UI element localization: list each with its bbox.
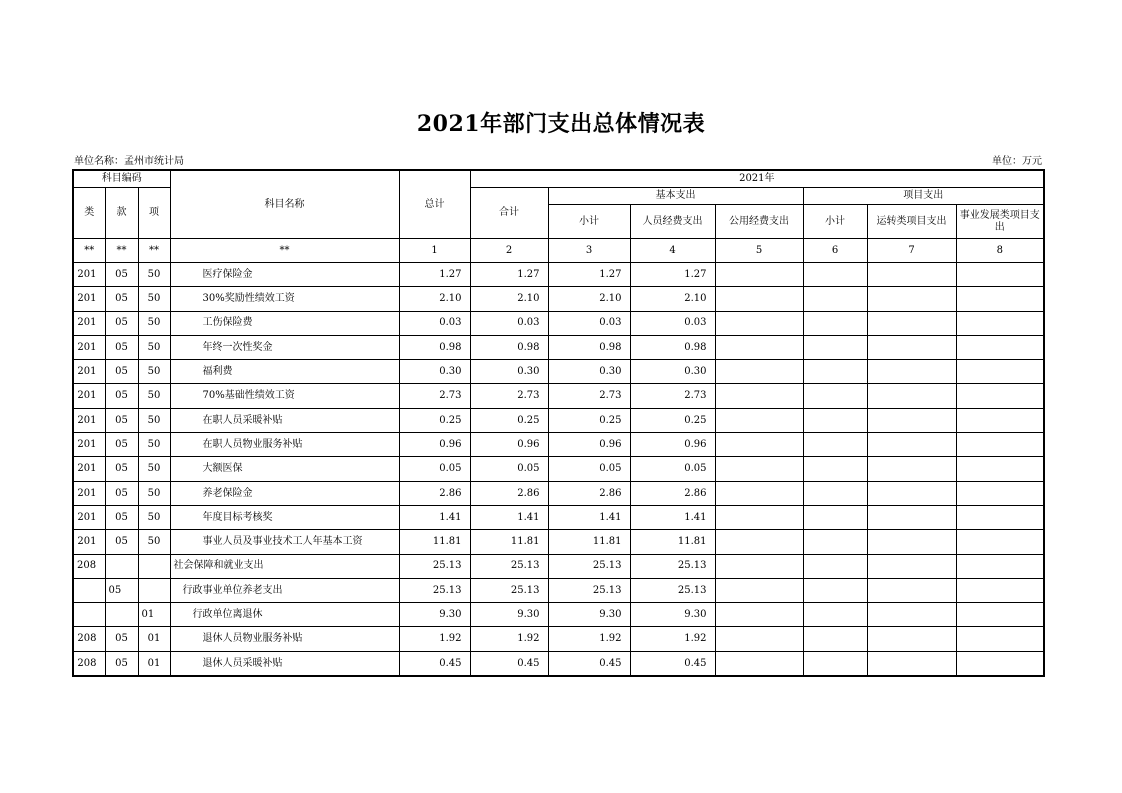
cell-development <box>956 481 1044 505</box>
cell-operation <box>867 287 956 311</box>
cell-operation <box>867 384 956 408</box>
cell-kuan <box>105 603 138 627</box>
cell-xiang: 01 <box>138 603 170 627</box>
cell-subject-name: 退休人员采暖补贴 <box>170 651 399 676</box>
cell-heji: 0.25 <box>470 408 548 432</box>
cell-project-subtotal <box>803 263 867 287</box>
cell-project-subtotal <box>803 505 867 529</box>
cell-public <box>715 287 803 311</box>
cell-project-subtotal <box>803 651 867 676</box>
cell-heji: 9.30 <box>470 603 548 627</box>
cell-total: 0.05 <box>399 457 470 481</box>
cell-basic-subtotal: 0.45 <box>548 651 630 676</box>
cell-development <box>956 627 1044 651</box>
cell-heji: 11.81 <box>470 530 548 554</box>
cell-total: 25.13 <box>399 578 470 602</box>
cell-personnel: 2.86 <box>630 481 715 505</box>
cell-public <box>715 651 803 676</box>
cell-kuan: 05 <box>105 530 138 554</box>
cell-development <box>956 530 1044 554</box>
header-operation: 运转类项目支出 <box>867 205 956 239</box>
cell-development <box>956 263 1044 287</box>
cell-basic-subtotal: 25.13 <box>548 578 630 602</box>
cell-public <box>715 335 803 359</box>
cell-heji: 2.73 <box>470 384 548 408</box>
index-cell: 1 <box>399 239 470 263</box>
cell-xiang: 50 <box>138 457 170 481</box>
cell-basic-subtotal: 2.10 <box>548 287 630 311</box>
index-cell: 2 <box>470 239 548 263</box>
cell-public <box>715 481 803 505</box>
cell-personnel: 0.03 <box>630 311 715 335</box>
cell-subject-name: 70%基础性绩效工资 <box>170 384 399 408</box>
cell-heji: 0.96 <box>470 433 548 457</box>
cell-subject-name: 事业人员及事业技术工人年基本工资 <box>170 530 399 554</box>
cell-total: 0.03 <box>399 311 470 335</box>
cell-public <box>715 627 803 651</box>
cell-public <box>715 408 803 432</box>
cell-lei: 201 <box>73 457 105 481</box>
unit-currency: 单位：万元 <box>992 156 1042 167</box>
cell-basic-subtotal: 0.30 <box>548 360 630 384</box>
header-development: 事业发展类项目支出 <box>956 205 1044 239</box>
cell-project-subtotal <box>803 578 867 602</box>
cell-public <box>715 457 803 481</box>
cell-operation <box>867 505 956 529</box>
cell-personnel: 1.27 <box>630 263 715 287</box>
header-project: 项目支出 <box>803 188 1044 205</box>
index-cell: 3 <box>548 239 630 263</box>
cell-kuan: 05 <box>105 360 138 384</box>
cell-total: 11.81 <box>399 530 470 554</box>
cell-subject-name: 工伤保险费 <box>170 311 399 335</box>
index-row <box>73 239 1044 263</box>
cell-personnel: 0.45 <box>630 651 715 676</box>
cell-xiang: 50 <box>138 263 170 287</box>
cell-public <box>715 505 803 529</box>
cell-development <box>956 554 1044 578</box>
cell-total: 9.30 <box>399 603 470 627</box>
cell-personnel: 1.41 <box>630 505 715 529</box>
header-subject-name: 科目名称 <box>170 170 399 239</box>
cell-xiang: 50 <box>138 360 170 384</box>
header-subject-code: 科目编码 <box>73 170 170 188</box>
cell-development <box>956 408 1044 432</box>
table-row <box>73 263 1044 287</box>
cell-project-subtotal <box>803 408 867 432</box>
index-cell: 6 <box>803 239 867 263</box>
table-row <box>73 554 1044 578</box>
cell-lei: 201 <box>73 335 105 359</box>
table-row <box>73 627 1044 651</box>
cell-heji: 25.13 <box>470 554 548 578</box>
cell-development <box>956 287 1044 311</box>
cell-lei: 201 <box>73 263 105 287</box>
cell-lei: 201 <box>73 481 105 505</box>
cell-kuan: 05 <box>105 433 138 457</box>
cell-basic-subtotal: 11.81 <box>548 530 630 554</box>
index-cell: ** <box>170 239 399 263</box>
header-row-1 <box>73 170 1044 188</box>
cell-subject-name: 大额医保 <box>170 457 399 481</box>
cell-subject-name: 年终一次性奖金 <box>170 335 399 359</box>
cell-subject-name: 医疗保险金 <box>170 263 399 287</box>
cell-kuan: 05 <box>105 627 138 651</box>
cell-heji: 25.13 <box>470 578 548 602</box>
cell-heji: 0.30 <box>470 360 548 384</box>
cell-project-subtotal <box>803 335 867 359</box>
cell-operation <box>867 627 956 651</box>
cell-basic-subtotal: 25.13 <box>548 554 630 578</box>
cell-public <box>715 578 803 602</box>
index-cell: 5 <box>715 239 803 263</box>
cell-personnel: 0.98 <box>630 335 715 359</box>
cell-heji: 2.86 <box>470 481 548 505</box>
cell-personnel: 2.10 <box>630 287 715 311</box>
cell-project-subtotal <box>803 287 867 311</box>
cell-total: 1.27 <box>399 263 470 287</box>
cell-basic-subtotal: 1.41 <box>548 505 630 529</box>
cell-operation <box>867 603 956 627</box>
cell-basic-subtotal: 0.25 <box>548 408 630 432</box>
cell-lei: 201 <box>73 433 105 457</box>
cell-operation <box>867 433 956 457</box>
cell-subject-name: 社会保障和就业支出 <box>170 554 399 578</box>
cell-project-subtotal <box>803 530 867 554</box>
header-project-subtotal: 小计 <box>803 205 867 239</box>
cell-personnel: 0.05 <box>630 457 715 481</box>
cell-lei: 201 <box>73 530 105 554</box>
cell-total: 25.13 <box>399 554 470 578</box>
cell-kuan: 05 <box>105 481 138 505</box>
cell-kuan: 05 <box>105 408 138 432</box>
cell-lei: 208 <box>73 651 105 676</box>
cell-personnel: 11.81 <box>630 530 715 554</box>
cell-heji: 0.45 <box>470 651 548 676</box>
cell-basic-subtotal: 0.05 <box>548 457 630 481</box>
cell-project-subtotal <box>803 627 867 651</box>
cell-xiang: 50 <box>138 530 170 554</box>
cell-heji: 0.98 <box>470 335 548 359</box>
table-row <box>73 481 1044 505</box>
cell-subject-name: 在职人员采暖补贴 <box>170 408 399 432</box>
cell-public <box>715 311 803 335</box>
cell-heji: 0.05 <box>470 457 548 481</box>
cell-basic-subtotal: 0.96 <box>548 433 630 457</box>
cell-xiang: 50 <box>138 335 170 359</box>
cell-subject-name: 福利费 <box>170 360 399 384</box>
cell-kuan: 05 <box>105 335 138 359</box>
unit-name: 单位名称：孟州市统计局 <box>74 156 184 167</box>
cell-total: 0.45 <box>399 651 470 676</box>
cell-lei: 201 <box>73 360 105 384</box>
cell-operation <box>867 408 956 432</box>
cell-xiang: 50 <box>138 505 170 529</box>
cell-subject-name: 行政单位离退休 <box>170 603 399 627</box>
cell-kuan: 05 <box>105 651 138 676</box>
table-row <box>73 578 1044 602</box>
cell-total: 2.86 <box>399 481 470 505</box>
table-row <box>73 408 1044 432</box>
cell-total: 0.30 <box>399 360 470 384</box>
cell-development <box>956 360 1044 384</box>
cell-xiang: 50 <box>138 311 170 335</box>
cell-basic-subtotal: 0.98 <box>548 335 630 359</box>
cell-xiang <box>138 578 170 602</box>
header-heji: 合计 <box>470 188 548 239</box>
cell-public <box>715 433 803 457</box>
cell-subject-name: 退休人员物业服务补贴 <box>170 627 399 651</box>
cell-total: 1.92 <box>399 627 470 651</box>
cell-xiang: 50 <box>138 433 170 457</box>
table-row <box>73 311 1044 335</box>
cell-project-subtotal <box>803 311 867 335</box>
cell-development <box>956 505 1044 529</box>
cell-personnel: 25.13 <box>630 554 715 578</box>
cell-total: 2.10 <box>399 287 470 311</box>
cell-personnel: 9.30 <box>630 603 715 627</box>
cell-project-subtotal <box>803 481 867 505</box>
cell-development <box>956 457 1044 481</box>
cell-public <box>715 603 803 627</box>
cell-development <box>956 335 1044 359</box>
expenditure-table <box>72 169 1045 677</box>
cell-heji: 1.41 <box>470 505 548 529</box>
cell-total: 0.25 <box>399 408 470 432</box>
cell-kuan: 05 <box>105 384 138 408</box>
cell-basic-subtotal: 2.73 <box>548 384 630 408</box>
index-cell: ** <box>105 239 138 263</box>
cell-kuan: 05 <box>105 457 138 481</box>
cell-lei: 201 <box>73 408 105 432</box>
cell-subject-name: 年度目标考核奖 <box>170 505 399 529</box>
cell-xiang: 01 <box>138 627 170 651</box>
header-lei: 类 <box>73 188 105 239</box>
cell-project-subtotal <box>803 360 867 384</box>
cell-lei: 208 <box>73 554 105 578</box>
cell-operation <box>867 651 956 676</box>
cell-subject-name: 行政事业单位养老支出 <box>170 578 399 602</box>
header-public: 公用经费支出 <box>715 205 803 239</box>
cell-project-subtotal <box>803 554 867 578</box>
cell-operation <box>867 335 956 359</box>
table-row <box>73 530 1044 554</box>
index-cell: 4 <box>630 239 715 263</box>
cell-heji: 2.10 <box>470 287 548 311</box>
cell-xiang: 50 <box>138 481 170 505</box>
cell-personnel: 0.96 <box>630 433 715 457</box>
cell-lei <box>73 578 105 602</box>
table-row <box>73 457 1044 481</box>
cell-operation <box>867 578 956 602</box>
cell-subject-name: 30%奖励性绩效工资 <box>170 287 399 311</box>
index-cell: 7 <box>867 239 956 263</box>
cell-project-subtotal <box>803 384 867 408</box>
header-xiang: 项 <box>138 188 170 239</box>
cell-lei: 201 <box>73 311 105 335</box>
cell-heji: 0.03 <box>470 311 548 335</box>
cell-project-subtotal <box>803 457 867 481</box>
cell-heji: 1.27 <box>470 263 548 287</box>
cell-kuan: 05 <box>105 311 138 335</box>
cell-personnel: 25.13 <box>630 578 715 602</box>
page-title: 2021年部门支出总体情况表 <box>416 111 706 137</box>
header-personnel: 人员经费支出 <box>630 205 715 239</box>
cell-development <box>956 578 1044 602</box>
cell-public <box>715 360 803 384</box>
cell-total: 0.96 <box>399 433 470 457</box>
cell-personnel: 1.92 <box>630 627 715 651</box>
header-basic: 基本支出 <box>548 188 803 205</box>
table-row <box>73 603 1044 627</box>
cell-kuan: 05 <box>105 287 138 311</box>
cell-kuan: 05 <box>105 505 138 529</box>
cell-basic-subtotal: 9.30 <box>548 603 630 627</box>
cell-development <box>956 433 1044 457</box>
cell-lei: 208 <box>73 627 105 651</box>
cell-development <box>956 603 1044 627</box>
cell-development <box>956 384 1044 408</box>
table-row <box>73 360 1044 384</box>
cell-xiang: 50 <box>138 384 170 408</box>
cell-subject-name: 在职人员物业服务补贴 <box>170 433 399 457</box>
table-row <box>73 651 1044 676</box>
cell-xiang: 50 <box>138 287 170 311</box>
cell-operation <box>867 360 956 384</box>
cell-personnel: 0.25 <box>630 408 715 432</box>
cell-public <box>715 530 803 554</box>
cell-basic-subtotal: 1.92 <box>548 627 630 651</box>
cell-xiang: 01 <box>138 651 170 676</box>
cell-lei: 201 <box>73 505 105 529</box>
table-row <box>73 335 1044 359</box>
table-row <box>73 287 1044 311</box>
cell-total: 1.41 <box>399 505 470 529</box>
cell-public <box>715 384 803 408</box>
cell-basic-subtotal: 0.03 <box>548 311 630 335</box>
cell-xiang <box>138 554 170 578</box>
index-cell: ** <box>73 239 105 263</box>
cell-project-subtotal <box>803 433 867 457</box>
cell-xiang: 50 <box>138 408 170 432</box>
table-row <box>73 433 1044 457</box>
cell-operation <box>867 311 956 335</box>
table-row <box>73 384 1044 408</box>
cell-operation <box>867 263 956 287</box>
cell-kuan <box>105 554 138 578</box>
cell-operation <box>867 554 956 578</box>
cell-kuan: 05 <box>105 578 138 602</box>
cell-personnel: 2.73 <box>630 384 715 408</box>
index-cell: ** <box>138 239 170 263</box>
cell-kuan: 05 <box>105 263 138 287</box>
cell-personnel: 0.30 <box>630 360 715 384</box>
cell-basic-subtotal: 1.27 <box>548 263 630 287</box>
cell-operation <box>867 481 956 505</box>
cell-total: 2.73 <box>399 384 470 408</box>
cell-operation <box>867 530 956 554</box>
cell-lei: 201 <box>73 384 105 408</box>
cell-total: 0.98 <box>399 335 470 359</box>
cell-project-subtotal <box>803 603 867 627</box>
header-basic-subtotal: 小计 <box>548 205 630 239</box>
cell-basic-subtotal: 2.86 <box>548 481 630 505</box>
header-year: 2021年 <box>470 170 1044 188</box>
header-total: 总计 <box>399 170 470 239</box>
cell-lei <box>73 603 105 627</box>
cell-development <box>956 311 1044 335</box>
cell-subject-name: 养老保险金 <box>170 481 399 505</box>
cell-heji: 1.92 <box>470 627 548 651</box>
cell-public <box>715 263 803 287</box>
cell-lei: 201 <box>73 287 105 311</box>
table-row <box>73 505 1044 529</box>
header-kuan: 款 <box>105 188 138 239</box>
index-cell: 8 <box>956 239 1044 263</box>
cell-development <box>956 651 1044 676</box>
cell-operation <box>867 457 956 481</box>
cell-public <box>715 554 803 578</box>
